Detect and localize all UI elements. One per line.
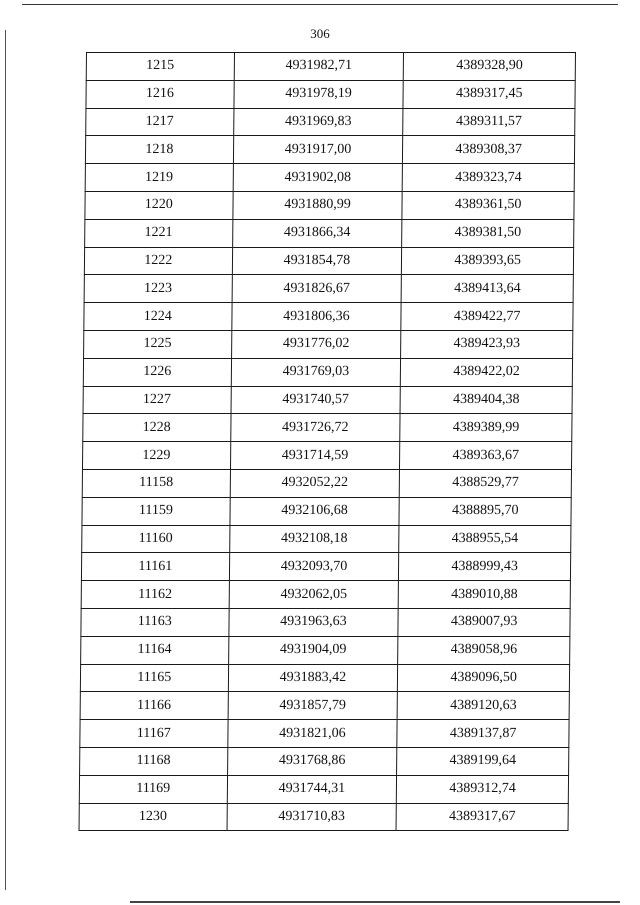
point-number-cell: 1230 (79, 803, 227, 831)
y-coordinate-cell: 4389311,57 (403, 108, 575, 136)
table-row (84, 303, 573, 331)
x-coordinate-cell: 4931904,09 (228, 636, 398, 664)
table-row (82, 469, 571, 497)
table-row (84, 330, 573, 358)
point-number-cell: 11162 (81, 581, 229, 609)
point-number-cell: 11159 (82, 497, 230, 525)
x-coordinate-cell: 4932106,68 (230, 497, 400, 525)
point-number-cell: 1226 (83, 358, 231, 386)
point-number-cell: 11168 (80, 747, 228, 775)
table-row (80, 720, 569, 748)
y-coordinate-cell: 4388529,77 (400, 469, 572, 497)
y-coordinate-cell: 4388955,54 (399, 525, 571, 553)
table-row (85, 191, 574, 219)
point-number-cell: 11163 (81, 608, 229, 636)
point-number-cell: 11169 (79, 775, 227, 803)
table-row (81, 553, 570, 581)
x-coordinate-cell: 4932052,22 (230, 469, 400, 497)
x-coordinate-cell: 4931769,03 (231, 358, 401, 386)
table-row (86, 53, 575, 81)
y-coordinate-cell: 4389363,67 (400, 442, 572, 470)
x-coordinate-cell: 4931806,36 (231, 303, 401, 331)
x-coordinate-cell: 4931726,72 (230, 414, 400, 442)
x-coordinate-cell: 4931744,31 (227, 775, 397, 803)
y-coordinate-cell: 4389317,45 (403, 80, 575, 108)
point-number-cell: 11161 (81, 553, 229, 581)
scan-edge-top (22, 4, 618, 5)
y-coordinate-cell: 4389317,67 (396, 803, 568, 831)
y-coordinate-cell: 4388895,70 (399, 497, 571, 525)
table-row (85, 136, 574, 164)
y-coordinate-cell: 4388999,43 (399, 553, 571, 581)
y-coordinate-cell: 4389312,74 (397, 775, 569, 803)
y-coordinate-cell: 4389423,93 (401, 330, 573, 358)
x-coordinate-cell: 4931880,99 (232, 191, 402, 219)
x-coordinate-cell: 4931740,57 (231, 386, 401, 414)
table-row (82, 442, 571, 470)
x-coordinate-cell: 4931969,83 (233, 108, 403, 136)
table-row (85, 219, 574, 247)
x-coordinate-cell: 4931826,67 (232, 275, 402, 303)
coordinates-table-body (79, 53, 575, 831)
point-number-cell: 1216 (86, 80, 234, 108)
x-coordinate-cell: 4931776,02 (231, 330, 401, 358)
table-row (83, 358, 572, 386)
point-number-cell: 1219 (85, 164, 233, 192)
x-coordinate-cell: 4931963,63 (228, 608, 398, 636)
x-coordinate-cell: 4931768,86 (227, 747, 397, 775)
y-coordinate-cell: 4389422,02 (401, 358, 573, 386)
point-number-cell: 1222 (84, 247, 232, 275)
table-row (84, 247, 573, 275)
table-row (79, 775, 568, 803)
point-number-cell: 1218 (85, 136, 233, 164)
table-row (85, 164, 574, 192)
y-coordinate-cell: 4389010,88 (398, 581, 570, 609)
point-number-cell: 1229 (82, 442, 230, 470)
table-row (80, 692, 569, 720)
y-coordinate-cell: 4389199,64 (397, 747, 569, 775)
y-coordinate-cell: 4389120,63 (397, 692, 569, 720)
y-coordinate-cell: 4389422,77 (401, 303, 573, 331)
table-row (81, 608, 570, 636)
point-number-cell: 1227 (83, 386, 231, 414)
point-number-cell: 1228 (83, 414, 231, 442)
table-row (84, 275, 573, 303)
x-coordinate-cell: 4932062,05 (229, 581, 399, 609)
scan-edge-left (5, 30, 6, 890)
y-coordinate-cell: 4389058,96 (398, 636, 570, 664)
x-coordinate-cell: 4931978,19 (234, 80, 404, 108)
point-number-cell: 11165 (80, 664, 228, 692)
x-coordinate-cell: 4931883,42 (228, 664, 398, 692)
point-number-cell: 1217 (86, 108, 234, 136)
point-number-cell: 1224 (84, 303, 232, 331)
table-row (82, 497, 571, 525)
y-coordinate-cell: 4389404,38 (400, 386, 572, 414)
x-coordinate-cell: 4931866,34 (232, 219, 402, 247)
table-row (86, 80, 575, 108)
y-coordinate-cell: 4389361,50 (402, 191, 574, 219)
table-row (80, 664, 569, 692)
y-coordinate-cell: 4389096,50 (398, 664, 570, 692)
y-coordinate-cell: 4389308,37 (403, 136, 575, 164)
y-coordinate-cell: 4389007,93 (398, 608, 570, 636)
x-coordinate-cell: 4931821,06 (227, 720, 397, 748)
x-coordinate-cell: 4932093,70 (229, 553, 399, 581)
x-coordinate-cell: 4931710,83 (227, 803, 397, 831)
x-coordinate-cell: 4931857,79 (228, 692, 398, 720)
table-row (82, 525, 571, 553)
y-coordinate-cell: 4389323,74 (402, 164, 574, 192)
x-coordinate-cell: 4931982,71 (234, 53, 404, 81)
table-row (83, 414, 572, 442)
x-coordinate-cell: 4932108,18 (229, 525, 399, 553)
x-coordinate-cell: 4931714,59 (230, 442, 400, 470)
point-number-cell: 11158 (82, 469, 230, 497)
scan-edge-bottom (130, 901, 620, 903)
x-coordinate-cell: 4931854,78 (232, 247, 402, 275)
y-coordinate-cell: 4389389,99 (400, 414, 572, 442)
point-number-cell: 11164 (81, 636, 229, 664)
y-coordinate-cell: 4389137,87 (397, 720, 569, 748)
point-number-cell: 11160 (82, 525, 230, 553)
table-row (79, 803, 568, 831)
point-number-cell: 1225 (84, 330, 232, 358)
point-number-cell: 1223 (84, 275, 232, 303)
table-row (81, 581, 570, 609)
point-number-cell: 11167 (80, 720, 228, 748)
point-number-cell: 1215 (86, 53, 234, 81)
x-coordinate-cell: 4931902,08 (233, 164, 403, 192)
page-number: 306 (310, 26, 330, 41)
table-row (86, 108, 575, 136)
point-number-cell: 1220 (85, 191, 233, 219)
point-number-cell: 11166 (80, 692, 228, 720)
point-number-cell: 1221 (85, 219, 233, 247)
y-coordinate-cell: 4389393,65 (402, 247, 574, 275)
table-row (81, 636, 570, 664)
table-row (80, 747, 569, 775)
y-coordinate-cell: 4389381,50 (402, 219, 574, 247)
x-coordinate-cell: 4931917,00 (233, 136, 403, 164)
y-coordinate-cell: 4389328,90 (404, 53, 576, 81)
y-coordinate-cell: 4389413,64 (401, 275, 573, 303)
table-row (83, 386, 572, 414)
coordinates-table (79, 52, 576, 831)
